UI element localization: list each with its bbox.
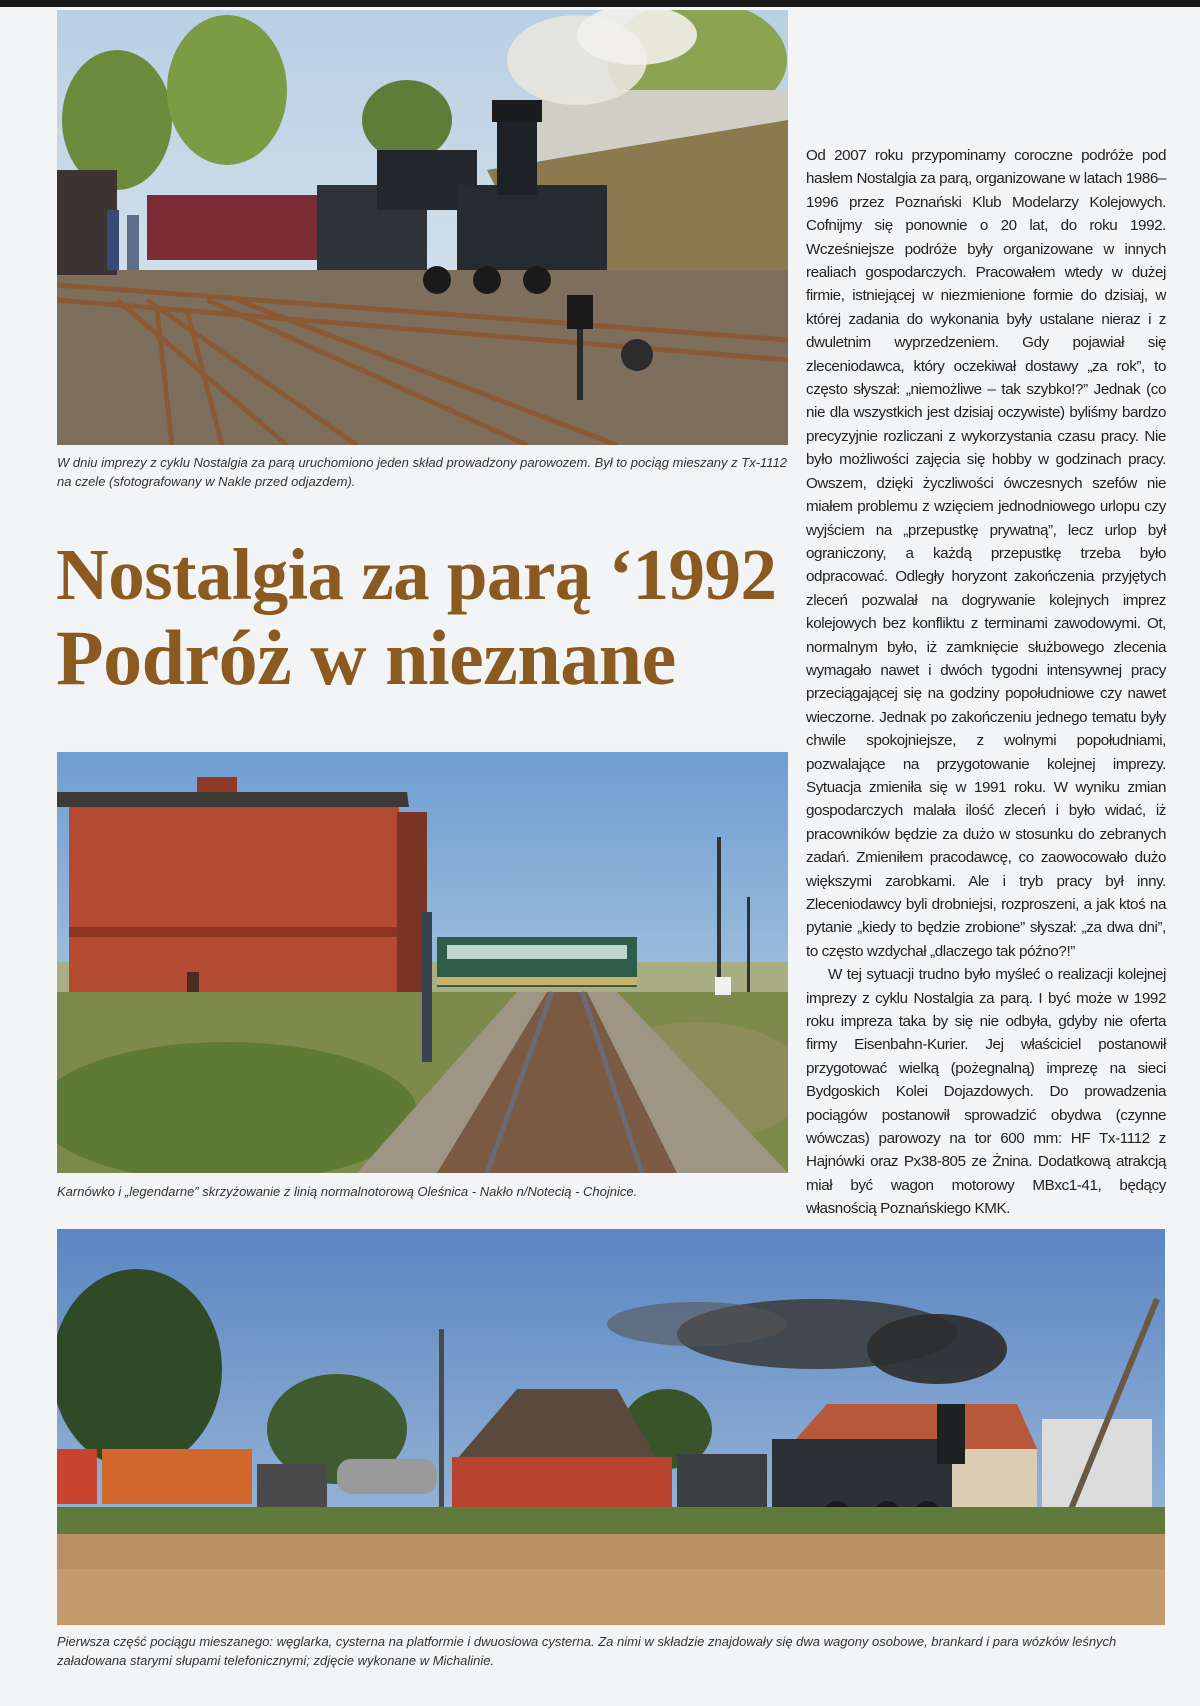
article-paragraph-2: W tej sytuacji trudno było myśleć o realizacji kolejnej imprezy z cyklu Nostalgia za parą. I być może w 1992 roku impreza taka by się nie odbyła, gdyby nie oferta firmy Eisenbahn-Kurier. Jej właściciel postanowił przygotować wielką (pożegnalną) imprezę na sieci Bydgoskich Kolei Dojazdowych. Do prowadzenia pociągów postanowił sprowadzić obydwa (czynne wówczas) parowozy na tor 600 mm: HF Tx-1112 z Hajnówki oraz Px38-805 ze Żnina. Dodatkową atrakcją miał być wagon motorowy MBxc1-41, będący własnością Poznańskiego KMK. <box>806 966 1166 1218</box>
photo-top-illustration <box>57 10 788 445</box>
top-edge-bar <box>0 0 1200 7</box>
photo-bottom-illustration <box>57 1229 1165 1625</box>
photo-mixed-train-michalin <box>57 1229 1165 1625</box>
photo-karnowko-crossing <box>57 752 788 1173</box>
caption-top-photo: W dniu imprezy z cyklu Nostalgia za parą uruchomiono jeden skład prowadzony parowozem. Był to pociąg mieszany z Tx-1112 na czele (sfotografowany w Nakle przed odjazdem). <box>57 455 788 489</box>
caption-mid-photo: Karnówko i „legendarne” skrzyżowanie z linią normalnotorową Oleśnica - Nakło n/Notecią - Chojnice. <box>57 1184 638 1199</box>
photo-mid-illustration <box>57 752 788 1173</box>
headline-line-1: Nostalgia za parą ‘1992 <box>56 534 777 615</box>
headline-line-2: Podróż w nieznane <box>56 614 676 701</box>
article-paragraph-1: Od 2007 roku przypominamy coroczne podróże pod hasłem Nostalgia za parą, organizowane w latach 1986–1996 przez Poznański Klub Modelarzy Kolejowych. Cofnijmy się ponownie o 20 lat, do roku 1992. Wcześniejsze podróże były organizowane w innych realiach gospodarczych. Pracowałem wtedy w dużej firmie, istniejącej w niezmienione formie do dzisiaj, w której zadania do wykonania były ustalane nieraz i z dwuletnim wyprzedzeniem. Gdy pojawiał się zleceniodawca, który oczekiwał dostawy „za rok”, to często słyszał: „niemożliwe – tak szybko!?” Jednak (co nie dla wszystkich jest dzisiaj oczywiste) byliśmy bardzo precyzyjnie rozliczani z wykorzystania czasu pracy. Nie było możliwości zajęcia się hobby w godzinach pracy. Owszem, dzięki życzliwości ówczesnych szefów nie miałem problemu z wzięciem jednodniowego urlopu czy wyjściem na „przepustkę prywatną”, lecz urlop był ograniczony, a każdą przepustkę trzeba było odpracować. Odległy horyzont zakończenia przyjętych zleceń pozwalał na dogrywanie kolejnych imprez kolejowych bez konfliktu z terminami zawodowymi. Ot, normalnym było, iż zamknięcie służbowego zlecenia wymagało nawet i dwóch tygodni intensywnej pracy przeciągającej się na godziny popołudniowe czy nawet wieczorne. Jednak po zakończeniu jednego tematu były chwile spokojniejsze, z wolnymi popołudniami, pozwalające na przygotowanie kolejnej imprezy. Sytuacja zmieniła się w 1991 roku. W wyniku zmian gospodarczych malała ilość zleceń i było widać, iż pracowników będzie za dużo w stosunku do zebranych zadań. Zmieniłem pracodawcę, co zaowocowało dużo większymi zarobkami. Ale i tryb pracy był inny. Zleceniodawcy byli drobniejsi, rozproszeni, a jak ktoś na pytanie „kiedy to będzie zrobione” słyszał: „za dwa dni”, to często wzdychał „dlaczego tak późno?!” <box>806 147 1166 960</box>
caption-bottom-photo: Pierwsza część pociągu mieszanego: węglarka, cysterna na platformie i dwuosiowa cysterna. Za nimi w składzie znajdowały się dwa wagony osobowe, brankard i para wózków leśnych załadowana starymi słupami telefonicznymi; zdjęcie wykonane w Michalinie. <box>57 1634 1117 1668</box>
photo-locomotive-nakło <box>57 10 788 445</box>
article-body <box>806 144 1166 1221</box>
